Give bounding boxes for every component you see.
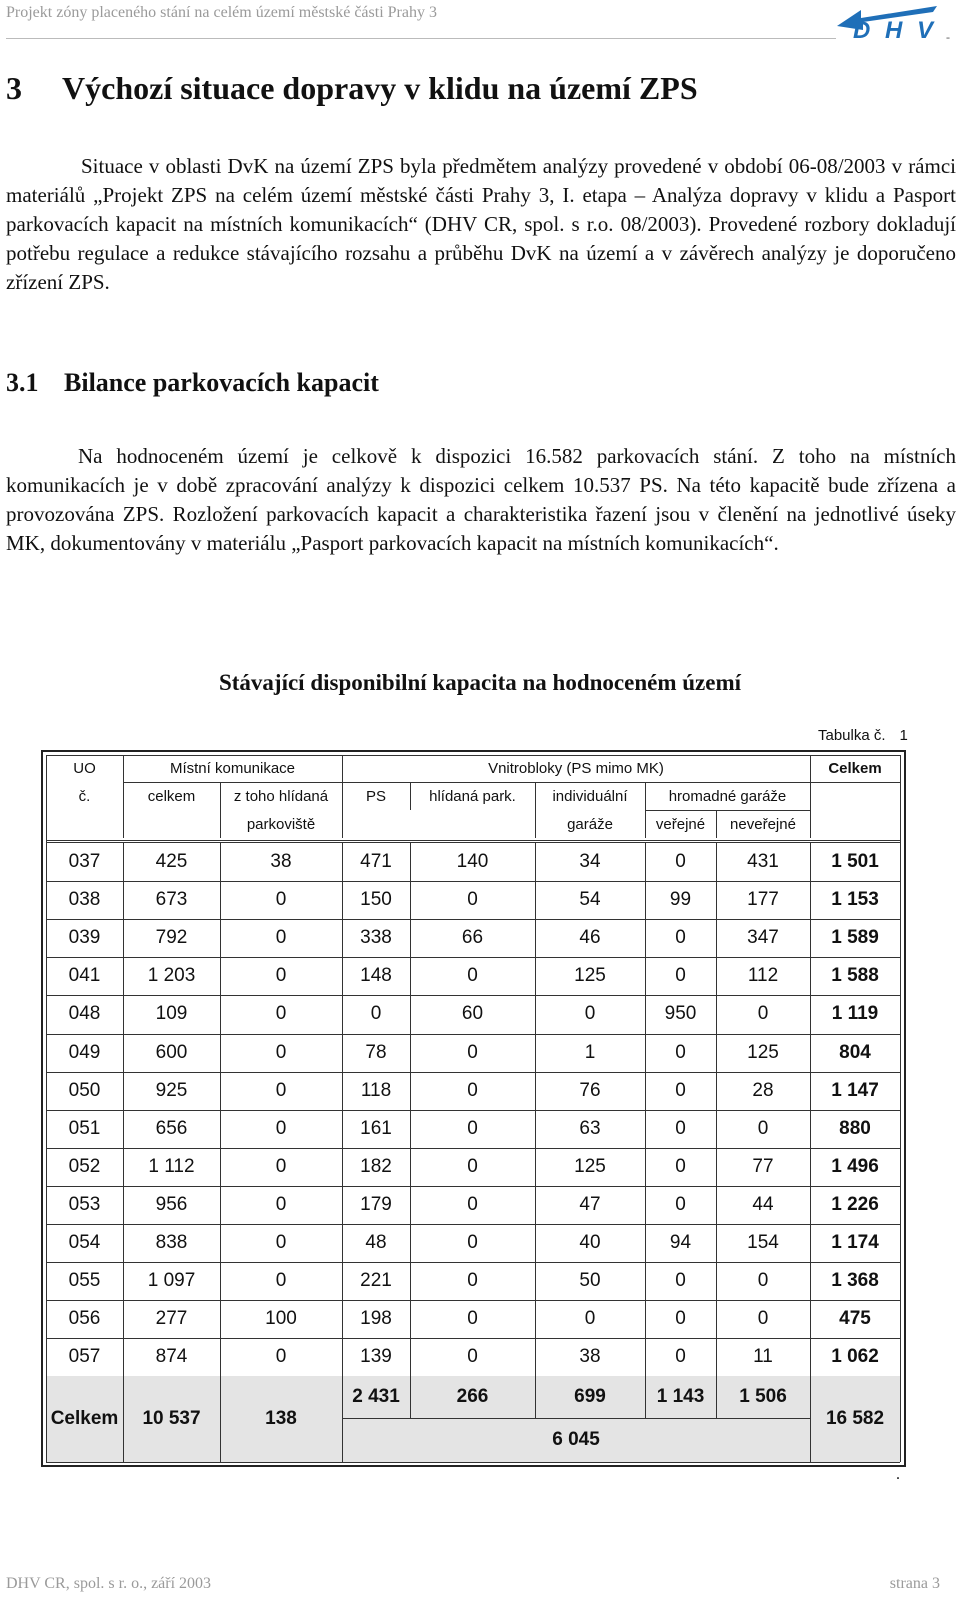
table-rule <box>123 755 124 838</box>
table-rule <box>535 843 536 1376</box>
header-inner-blocks: Vnitrobloky (PS mimo MK) <box>488 760 664 777</box>
totals-inner-blocks: 6 045 <box>342 1418 810 1462</box>
table-rule <box>342 1418 810 1419</box>
table-cell: 0 <box>675 965 686 987</box>
subsection-number: 3.1 <box>6 368 39 397</box>
section-paragraph: Situace v oblasti DvK na území ZPS byla předmětem analýzy provedené v období 06-08/2003 v rámci materiálů „Projekt ZPS na celém území městské části Prahy 3, I. etapa – Analýza dopravy v klidu a Pasport parkovacích kapacit na místních komunikacích“ (DHV CR, spol. s r.o. 08/2003). Provedené rozbory dokladují potřebu regulace a redukce stávajícího rozsahu a průběhu DvK na území a v závěrech analýzy je doporučeno zřízení ZPS. <box>6 154 956 294</box>
table-rule <box>46 755 900 756</box>
table-cell: 0 <box>275 1003 287 1025</box>
table-cell: 109 <box>155 1003 188 1025</box>
table-cell: 656 <box>155 1117 188 1139</box>
table-rule <box>342 843 343 1376</box>
table-cell: 46 <box>579 927 601 949</box>
totals-individual: 699 <box>535 1376 645 1418</box>
table-cell: 94 <box>669 1232 692 1254</box>
table-cell: 0 <box>467 1346 478 1368</box>
table-cell: 100 <box>265 1308 297 1330</box>
table-cell: 44 <box>752 1193 774 1215</box>
table-rule <box>46 755 47 1462</box>
table-cell: 0 <box>584 1308 596 1330</box>
table-rule <box>645 1376 646 1418</box>
table-rule <box>645 782 646 838</box>
header-roads-total: celkem <box>147 787 196 805</box>
table-cell: 338 <box>360 927 392 949</box>
table-cell: 425 <box>155 851 188 873</box>
dhv-logo <box>833 2 943 42</box>
table-cell: 0 <box>467 1041 478 1063</box>
table-cell: 0 <box>467 1308 478 1330</box>
table-cell: 1 174 <box>831 1232 879 1254</box>
table-rule <box>410 782 411 810</box>
table-cell: 154 <box>747 1232 779 1254</box>
table-cell: 150 <box>360 889 392 911</box>
totals-guarded-park: 266 <box>410 1376 535 1418</box>
table-cell: 125 <box>574 965 606 987</box>
table-cell: 1 203 <box>147 965 196 987</box>
totals-label: Celkem <box>46 1376 123 1462</box>
table-cell: 0 <box>675 1346 686 1368</box>
header-local-roads: Místní komunikace <box>169 760 296 777</box>
table-rule <box>46 1462 900 1463</box>
table-cell: 475 <box>839 1308 871 1330</box>
table-rule <box>716 1376 717 1418</box>
table-rule <box>716 810 717 838</box>
table-cell: 125 <box>574 1155 606 1177</box>
table-cell: 221 <box>360 1270 392 1292</box>
table-cell: 0 <box>275 927 287 949</box>
table-cell: 874 <box>155 1346 188 1368</box>
table-cell: 112 <box>747 965 779 987</box>
table-cell: 1 226 <box>831 1193 879 1215</box>
table-rule <box>535 1376 536 1418</box>
table-rule <box>123 843 124 1376</box>
header-uo-number: č. <box>78 787 91 805</box>
table-cell: 1 097 <box>147 1270 196 1292</box>
table-cell: 1 <box>584 1041 596 1063</box>
table-cell: 78 <box>365 1041 387 1063</box>
table-cell: 792 <box>155 927 188 949</box>
header-uo: UO <box>73 760 96 777</box>
table-cell: 038 <box>68 889 101 911</box>
table-cell: 63 <box>579 1117 601 1139</box>
table-cell: 052 <box>68 1155 101 1177</box>
table-rule <box>810 755 811 838</box>
table-cell: 1 496 <box>831 1155 879 1177</box>
table-cell: 1 062 <box>831 1346 879 1368</box>
table-cell: 0 <box>757 1270 769 1292</box>
table-cell: 198 <box>360 1308 392 1330</box>
footer-page-number: strana 3 <box>889 1575 940 1592</box>
table-cell: 66 <box>461 927 484 949</box>
table-cell: 47 <box>579 1193 601 1215</box>
table-rule <box>900 755 901 1462</box>
table-cell: 1 368 <box>831 1270 879 1292</box>
table-cell: 050 <box>68 1079 101 1101</box>
header-mass-garages: hromadné garáže <box>668 787 787 805</box>
table-title: Stávající disponibilní kapacita na hodnoceném území <box>218 670 742 695</box>
table-rule <box>123 1376 124 1462</box>
logo-dash: - <box>946 30 950 44</box>
table-cell: 1 147 <box>831 1079 879 1101</box>
header-guarded-2: parkoviště <box>246 815 316 833</box>
table-cell: 277 <box>155 1308 188 1330</box>
section-number: 3 <box>6 70 22 106</box>
table-label-number: 1 <box>899 727 908 744</box>
table-cell: 054 <box>68 1232 101 1254</box>
table-cell: 34 <box>579 851 601 873</box>
running-header: Projekt zóny placeného stání na celém území městské části Prahy 3 <box>6 4 437 21</box>
table-cell: 0 <box>584 1003 596 1025</box>
table-cell: 76 <box>579 1079 601 1101</box>
table-cell: 956 <box>155 1193 188 1215</box>
table-cell: 54 <box>579 889 601 911</box>
table-cell: 139 <box>360 1346 392 1368</box>
header-divider <box>6 38 836 39</box>
table-cell: 50 <box>579 1270 601 1292</box>
table-label <box>818 727 908 744</box>
table-cell: 0 <box>675 1155 686 1177</box>
table-cell: 0 <box>757 1003 769 1025</box>
table-cell: 0 <box>275 1117 287 1139</box>
table-cell: 056 <box>68 1308 101 1330</box>
header-guarded-1: z toho hlídaná <box>233 787 329 805</box>
section-title: Výchozí situace dopravy v klidu na území ZPS <box>62 70 698 106</box>
section-heading <box>6 70 698 107</box>
table-cell: 347 <box>747 927 779 949</box>
table-cell: 0 <box>675 927 686 949</box>
table-cell: 0 <box>757 1117 769 1139</box>
table-cell: 48 <box>365 1232 387 1254</box>
table-cell: 140 <box>456 851 489 873</box>
table-cell: 673 <box>155 889 188 911</box>
totals-grand: 16 582 <box>810 1376 900 1462</box>
subsection-paragraph: Na hodnoceném území je celkově k dispozici 16.582 parkovacích stání. Z toho na místních komunikacích je v době zpracování analýzy k dispozici celkem 10.537 PS. Na této kapacitě bude zřízena a provozována ZPS. Rozložení parkovacích kapacit a charakteristika řazení jsou v členění na jednotlivé úseky MK, dokumentovány v materiálu „Pasport parkovacích kapacit na místních komunikacích“. <box>6 444 956 555</box>
table-cell: 804 <box>839 1041 871 1063</box>
table-cell: 049 <box>68 1041 101 1063</box>
table-cell: 177 <box>747 889 779 911</box>
table-cell: 148 <box>360 965 392 987</box>
table-cell: 039 <box>68 927 101 949</box>
table-cell: 0 <box>675 1041 686 1063</box>
table-cell: 1 119 <box>831 1003 879 1025</box>
table-cell: 0 <box>675 851 686 873</box>
table-cell: 0 <box>467 1232 478 1254</box>
table-cell: 28 <box>752 1079 774 1101</box>
dhv-logo-text: DHV <box>853 17 933 42</box>
table-rule <box>123 782 900 783</box>
table-cell: 0 <box>275 1079 287 1101</box>
table-cell: 0 <box>275 1041 287 1063</box>
table-rule <box>342 755 343 838</box>
table-cell: 057 <box>68 1346 101 1368</box>
table-cell: 1 153 <box>831 889 879 911</box>
table-cell: 161 <box>360 1117 392 1139</box>
table-cell: 600 <box>155 1041 188 1063</box>
table-cell: 838 <box>155 1232 188 1254</box>
table-cell: 179 <box>360 1193 392 1215</box>
table-rule <box>810 843 811 1376</box>
table-rule <box>220 782 221 838</box>
table-rule <box>410 1376 411 1418</box>
table-rule <box>535 782 536 838</box>
table-cell: 051 <box>68 1117 101 1139</box>
table-cell: 0 <box>370 1003 382 1025</box>
table-cell: 0 <box>275 1346 287 1368</box>
subsection-heading <box>6 368 379 398</box>
table-cell: 1 501 <box>831 851 879 873</box>
header-private: neveřejné <box>730 815 796 833</box>
trailing-dot: . <box>896 1466 900 1483</box>
table-cell: 0 <box>675 1117 686 1139</box>
table-cell: 0 <box>757 1308 769 1330</box>
totals-roads: 10 537 <box>123 1376 220 1462</box>
header-individual-2: garáže <box>567 815 613 833</box>
table-cell: 77 <box>752 1155 774 1177</box>
table-cell: 048 <box>68 1003 101 1025</box>
table-cell: 053 <box>68 1193 101 1215</box>
table-cell: 880 <box>839 1117 871 1139</box>
footer-company: DHV CR, spol. s r. o., září 2003 <box>6 1575 212 1592</box>
table-cell: 0 <box>675 1193 686 1215</box>
header-individual-1: individuální <box>552 787 628 805</box>
table-cell: 0 <box>275 1232 287 1254</box>
table-cell: 0 <box>675 1270 686 1292</box>
totals-private: 1 506 <box>716 1376 810 1418</box>
table-cell: 0 <box>467 965 478 987</box>
table-cell: 60 <box>461 1003 484 1025</box>
table-cell: 0 <box>467 1117 478 1139</box>
table-rule <box>645 810 810 811</box>
table-rule <box>810 1376 811 1462</box>
table-cell: 925 <box>155 1079 188 1101</box>
subsection-title: Bilance parkovacích kapacit <box>64 368 379 397</box>
table-cell: 118 <box>360 1079 392 1101</box>
table-cell: 0 <box>467 1270 478 1292</box>
table-cell: 40 <box>579 1232 601 1254</box>
totals-guarded: 138 <box>220 1376 342 1462</box>
table-cell: 0 <box>675 1079 686 1101</box>
table-cell: 041 <box>68 965 101 987</box>
table-cell: 037 <box>68 851 101 873</box>
totals-public: 1 143 <box>645 1376 716 1418</box>
header-public: veřejné <box>655 815 706 833</box>
totals-ps: 2 431 <box>342 1376 410 1418</box>
table-cell: 1 588 <box>831 965 879 987</box>
header-guarded-park: hlídaná park. <box>429 787 516 805</box>
table-cell: 125 <box>747 1041 779 1063</box>
table-cell: 0 <box>467 1079 478 1101</box>
header-ps: PS <box>365 787 386 805</box>
table-cell: 0 <box>275 889 287 911</box>
table-cell: 38 <box>270 851 292 873</box>
table-cell: 950 <box>664 1003 697 1025</box>
table-rule <box>220 1376 221 1462</box>
table-cell: 0 <box>467 1155 478 1177</box>
table-cell: 0 <box>275 1155 287 1177</box>
table-cell: 1 112 <box>148 1155 195 1177</box>
table-cell: 0 <box>275 1270 287 1292</box>
table-cell: 0 <box>467 889 478 911</box>
table-cell: 0 <box>675 1308 686 1330</box>
table-cell: 99 <box>669 889 692 911</box>
table-rule <box>410 843 411 1376</box>
table-rule <box>716 843 717 1376</box>
table-cell: 0 <box>275 965 287 987</box>
table-rule <box>220 843 221 1376</box>
table-cell: 055 <box>68 1270 101 1292</box>
table-cell: 38 <box>579 1346 601 1368</box>
header-total: Celkem <box>828 760 882 777</box>
table-cell: 431 <box>747 851 779 873</box>
table-label-text: Tabulka č. <box>818 727 886 744</box>
table-cell: 1 589 <box>831 927 879 949</box>
table-rule <box>645 843 646 1376</box>
table-cell: 0 <box>275 1193 287 1215</box>
table-cell: 11 <box>753 1346 773 1368</box>
table-cell: 182 <box>360 1155 392 1177</box>
table-cell: 471 <box>360 851 392 873</box>
table-cell: 0 <box>467 1193 478 1215</box>
